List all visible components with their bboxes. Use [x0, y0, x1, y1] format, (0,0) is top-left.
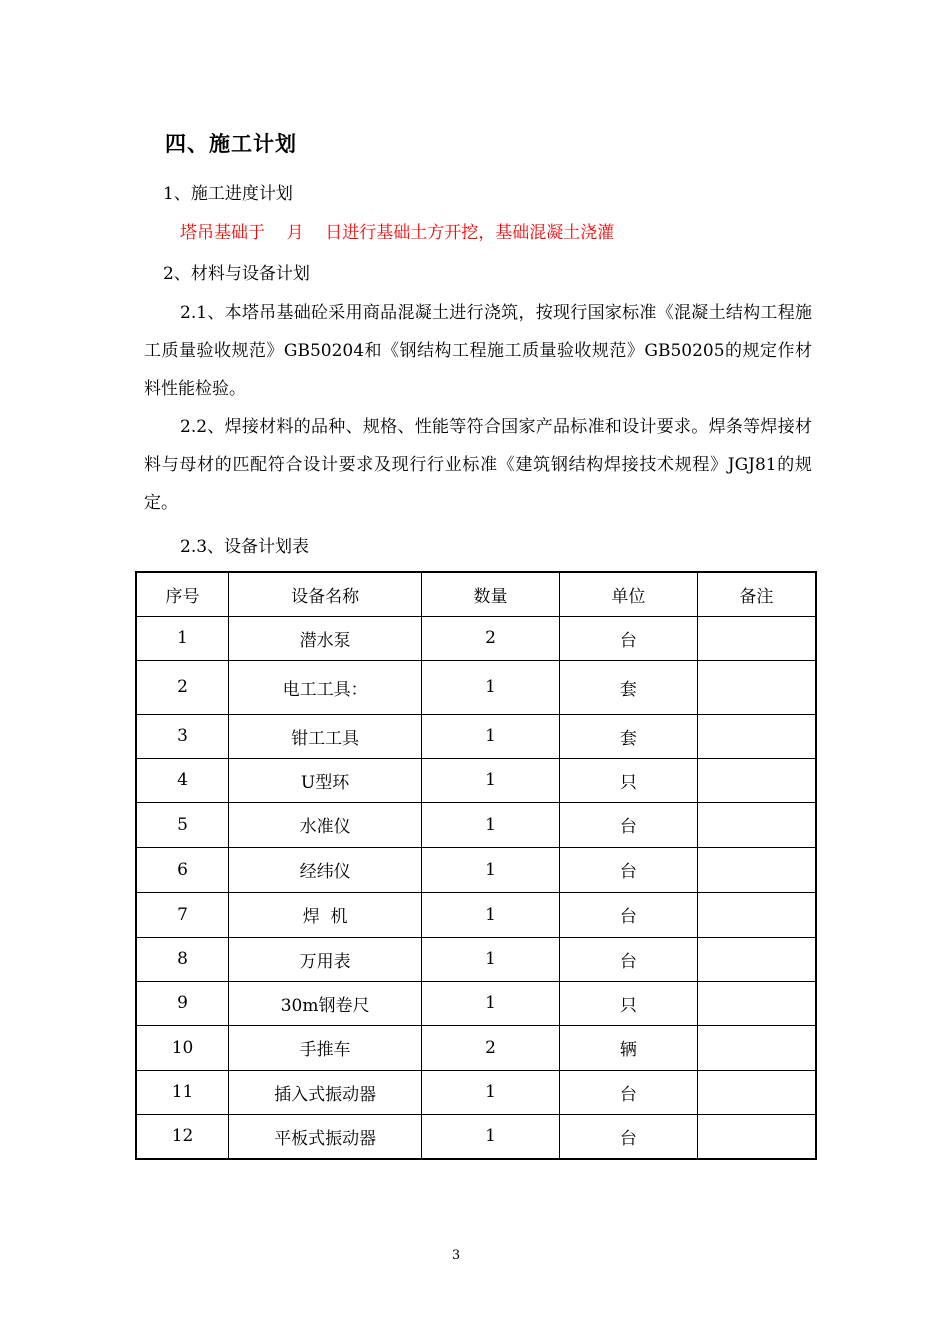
table-cell: 台: [559, 802, 697, 847]
table-cell: 4: [136, 758, 229, 802]
table-cell: 台: [559, 892, 697, 937]
schedule-note: 塔吊基础于 月 日进行基础土方开挖，基础混凝土浇灌: [180, 223, 615, 243]
table-cell: 电工工具：: [229, 660, 422, 714]
table-cell: [697, 1070, 816, 1114]
table-cell: 1: [422, 981, 560, 1025]
table-cell: 焊 机: [229, 892, 422, 937]
table-cell: 5: [136, 802, 229, 847]
table-header-cell: 备注: [697, 572, 816, 616]
table-cell: 只: [559, 981, 697, 1025]
table-cell: 辆: [559, 1025, 697, 1070]
table-header-row: [136, 572, 816, 616]
table-cell: 只: [559, 758, 697, 802]
table-cell: 11: [136, 1070, 229, 1114]
table-cell: [697, 802, 816, 847]
table-cell: 台: [559, 1114, 697, 1159]
table-cell: 1: [422, 802, 560, 847]
table-cell: 1: [422, 937, 560, 981]
table-cell: 9: [136, 981, 229, 1025]
table-cell: 台: [559, 847, 697, 892]
table-cell: [697, 1025, 816, 1070]
table-cell: 2: [422, 616, 560, 660]
table-cell: 平板式振动器: [229, 1114, 422, 1159]
table-cell: 台: [559, 1070, 697, 1114]
equipment-table: [135, 571, 817, 1160]
table-cell: U型环: [229, 758, 422, 802]
table-cell: 10: [136, 1025, 229, 1070]
table-header-cell: 设备名称: [229, 572, 422, 616]
table-cell: [697, 937, 816, 981]
table-row: [136, 1070, 816, 1114]
table-header-cell: 数量: [422, 572, 560, 616]
table-cell: 2: [136, 660, 229, 714]
table-cell: [697, 616, 816, 660]
table-cell: 2: [422, 1025, 560, 1070]
materials-subheading: 2、材料与设备计划: [163, 264, 310, 284]
table-row: [136, 1114, 816, 1159]
table-cell: 潜水泵: [229, 616, 422, 660]
table-row: [136, 981, 816, 1025]
table-cell: 台: [559, 616, 697, 660]
table-cell: 1: [422, 847, 560, 892]
paragraph-2-2: 2.2、焊接材料的品种、规格、性能等符合国家产品标准和设计要求。焊条等焊接材料与母材的匹配符合设计要求及现行行业标准《建筑钢结构焊接技术规程》JGJ81的规定。: [144, 417, 812, 513]
table-cell: 1: [136, 616, 229, 660]
table-row: [136, 660, 816, 714]
table-cell: [697, 758, 816, 802]
table-cell: 7: [136, 892, 229, 937]
table-cell: [697, 892, 816, 937]
schedule-subheading: 1、施工进度计划: [163, 184, 293, 204]
table-row: [136, 714, 816, 758]
table-cell: 1: [422, 1070, 560, 1114]
table-cell: [697, 660, 816, 714]
table-cell: 12: [136, 1114, 229, 1159]
table-cell: 经纬仪: [229, 847, 422, 892]
equipment-table-caption: 2.3、设备计划表: [180, 537, 310, 557]
table-cell: 1: [422, 660, 560, 714]
table-cell: 水准仪: [229, 802, 422, 847]
table-cell: 6: [136, 847, 229, 892]
table-row: [136, 847, 816, 892]
table-cell: 8: [136, 937, 229, 981]
table-cell: 1: [422, 714, 560, 758]
table-cell: 插入式振动器: [229, 1070, 422, 1114]
table-cell: 万用表: [229, 937, 422, 981]
table-row: [136, 802, 816, 847]
table-row: [136, 1025, 816, 1070]
table-cell: 套: [559, 660, 697, 714]
table-cell: 3: [136, 714, 229, 758]
table-row: [136, 892, 816, 937]
table-row: [136, 937, 816, 981]
table-cell: 钳工工具: [229, 714, 422, 758]
table-cell: 台: [559, 937, 697, 981]
table-cell: 手推车: [229, 1025, 422, 1070]
table-cell: [697, 847, 816, 892]
table-header-cell: 序号: [136, 572, 229, 616]
page-number: 3: [451, 1248, 461, 1263]
table-cell: [697, 1114, 816, 1159]
table-cell: [697, 714, 816, 758]
section-heading: 四、施工计划: [165, 132, 297, 156]
table-row: [136, 616, 816, 660]
table-cell: [697, 981, 816, 1025]
table-cell: 1: [422, 758, 560, 802]
table-header-cell: 单位: [559, 572, 697, 616]
table-cell: 30m钢卷尺: [229, 981, 422, 1025]
table-row: [136, 758, 816, 802]
paragraph-2-1: 2.1、本塔吊基础砼采用商品混凝土进行浇筑，按现行国家标准《混凝土结构工程施工质量验收规范》GB50204和《钢结构工程施工质量验收规范》GB50205的规定作材料性能检验。: [144, 303, 812, 399]
table-cell: 1: [422, 892, 560, 937]
table-cell: 1: [422, 1114, 560, 1159]
table-cell: 套: [559, 714, 697, 758]
